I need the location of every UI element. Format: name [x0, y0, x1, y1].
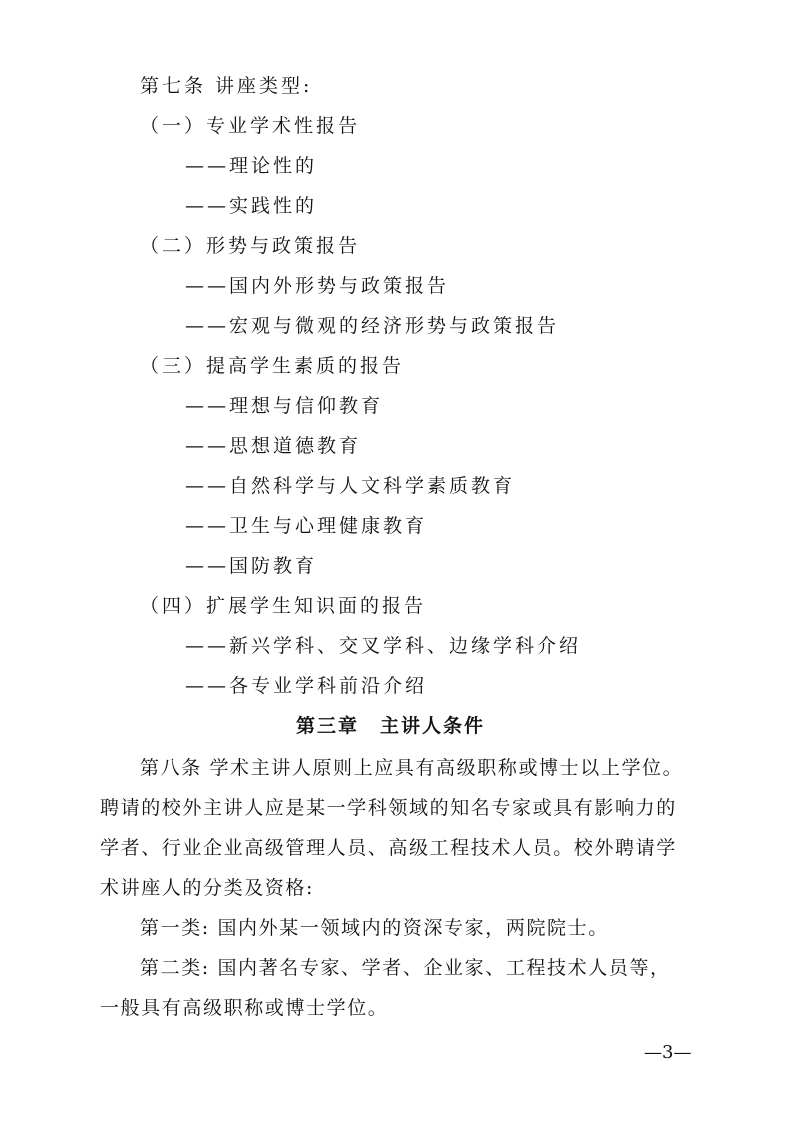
- article-8-line: 术讲座人的分类及资格:: [100, 877, 315, 899]
- chapter-3-title: 第三章 主讲人条件: [296, 715, 486, 737]
- article-8-line: 第八条 学术主讲人原则上应具有高级职称或博士以上学位。: [140, 757, 684, 779]
- section-3-item: ——理想与信仰教育: [185, 395, 384, 417]
- section-3-item: ——自然科学与人文科学素质教育: [185, 475, 516, 497]
- article-8-line: 学者、行业企业高级管理人员、高级工程技术人员。校外聘请学: [100, 837, 677, 859]
- section-3-item: ——卫生与心理健康教育: [185, 515, 428, 537]
- category-2-line: 第二类: 国内著名专家、学者、企业家、工程技术人员等，: [140, 957, 671, 979]
- section-4-heading: （四）扩展学生知识面的报告: [140, 595, 427, 617]
- section-3-item: ——思想道德教育: [185, 435, 362, 457]
- category-1-line: 第一类: 国内外某一领域内的资深专家，两院院士。: [140, 917, 609, 939]
- section-4-item: ——各专业学科前沿介绍: [185, 675, 428, 697]
- article-8-line: 聘请的校外主讲人应是某一学科领域的知名专家或具有影响力的: [100, 797, 677, 819]
- section-1-item: ——理论性的: [185, 155, 318, 177]
- section-1-item: ——实践性的: [185, 195, 318, 217]
- category-2-line: 一般具有高级职称或博士学位。: [100, 997, 389, 1019]
- article-7-title: 第七条 讲座类型:: [140, 75, 313, 97]
- section-4-item: ——新兴学科、交叉学科、边缘学科介绍: [185, 635, 582, 657]
- page-number: —3—: [644, 1042, 692, 1063]
- section-1-heading: （一）专业学术性报告: [140, 115, 361, 137]
- section-2-item: ——宏观与微观的经济形势与政策报告: [185, 315, 560, 337]
- section-2-heading: （二）形势与政策报告: [140, 235, 361, 257]
- section-3-item: ——国防教育: [185, 555, 318, 577]
- section-2-item: ——国内外形势与政策报告: [185, 275, 450, 297]
- section-3-heading: （三）提高学生素质的报告: [140, 355, 405, 377]
